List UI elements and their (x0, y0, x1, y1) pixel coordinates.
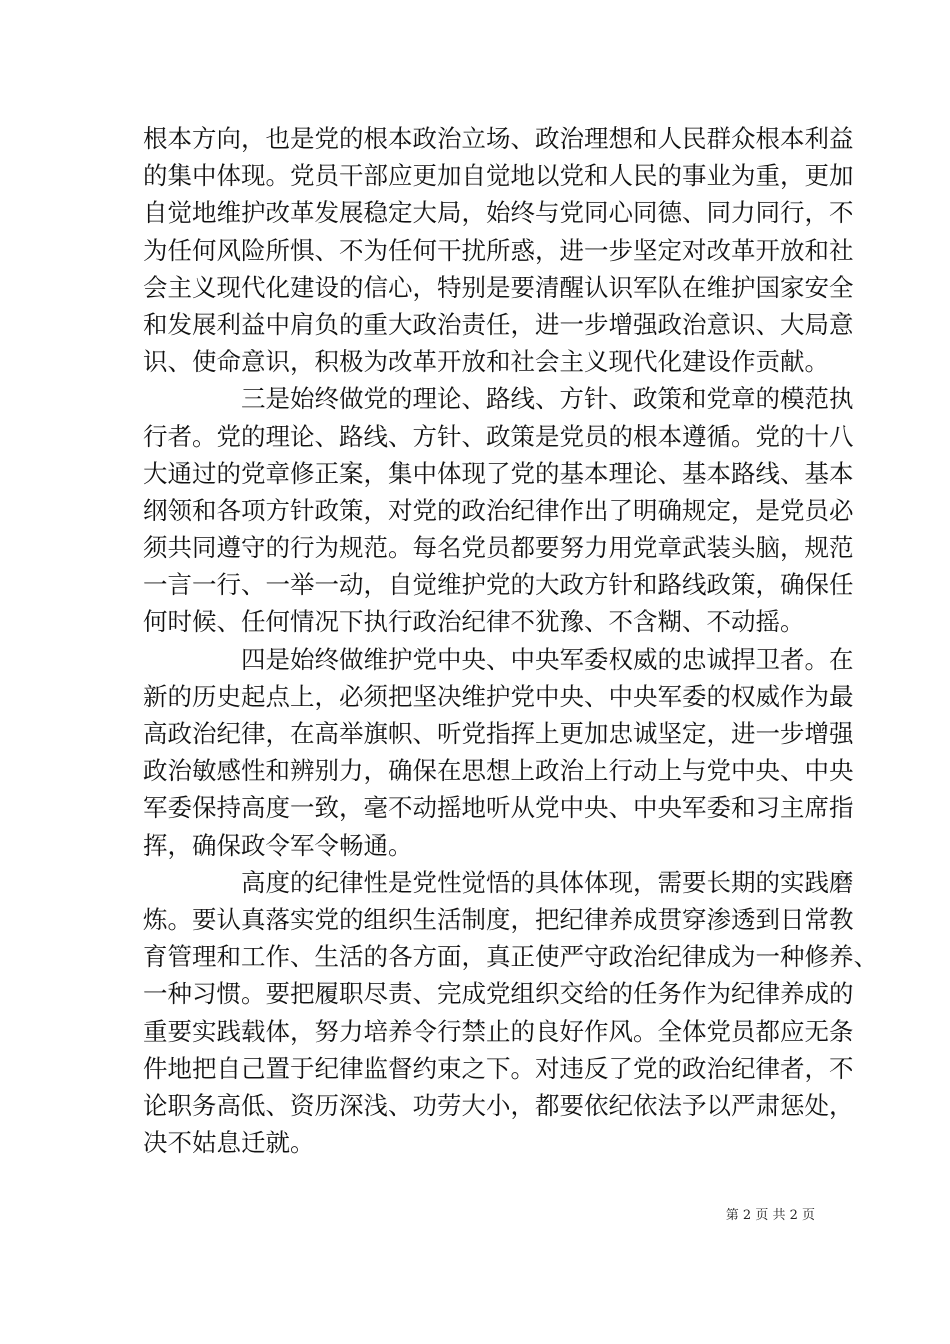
text-line: 高政治纪律，在高举旗帜、听党指挥上更加忠诚坚定，进一步增强 (143, 719, 854, 748)
text-line: 根本方向，也是党的根本政治立场、政治理想和人民群众根本利益 (143, 124, 854, 153)
text-line: 纲领和各项方针政策，对党的政治纪律作出了明确规定，是党员必 (143, 495, 854, 525)
text-line: 自觉地维护改革发展稳定大局，始终与党同心同德、同力同行，不 (143, 198, 854, 228)
text-line: 军委保持高度一致，毫不动摇地听从党中央、中央军委和习主席指 (143, 793, 854, 823)
text-line: 大通过的党章修正案，集中体现了党的基本理论、基本路线、基本 (143, 458, 854, 488)
text-line: 一种习惯。要把履职尽责、完成党组织交给的任务作为纪律养成的 (143, 979, 854, 1009)
text-line: 须共同遵守的行为规范。每名党员都要努力用党章武装头脑，规范 (143, 533, 854, 563)
text-line: 行者。党的理论、路线、方针、政策是党员的根本遵循。党的十八 (143, 421, 854, 451)
text-line: 育管理和工作、生活的各方面，真正使严守政治纪律成为一种修养、 (143, 942, 878, 972)
text-line: 重要实践载体，努力培养令行禁止的良好作风。全体党员都应无条 (143, 1016, 854, 1046)
text-line: 新的历史起点上，必须把坚决维护党中央、中央军委的权威作为最 (143, 681, 854, 711)
text-line: 的集中体现。党员干部应更加自觉地以党和人民的事业为重，更加 (143, 161, 854, 191)
text-line: 何时候、任何情况下执行政治纪律不犹豫、不含糊、不动摇。 (143, 607, 805, 637)
page-number-footer: 第 2 页 共 2 页 (725, 1208, 815, 1223)
text-line: 识、使命意识，积极为改革开放和社会主义现代化建设作贡献。 (143, 347, 829, 377)
text-line: 炼。要认真落实党的组织生活制度，把纪律养成贯穿渗透到日常教 (143, 904, 854, 934)
text-line: 件地把自己置于纪律监督约束之下。对违反了党的政治纪律者，不 (143, 1053, 854, 1083)
text-line: 会主义现代化建设的信心，特别是要清醒认识军队在维护国家安全 (143, 272, 854, 302)
text-line: 论职务高低、资历深浅、功劳大小，都要依纪依法予以严肃惩处， (143, 1090, 854, 1120)
text-line: 高度的纪律性是党性觉悟的具体体现，需要长期的实践磨 (241, 867, 854, 897)
document-body (143, 120, 878, 1161)
text-line: 和发展利益中肩负的重大政治责任，进一步增强政治意识、大局意 (143, 309, 854, 339)
text-line: 一言一行、一举一动，自觉维护党的大政方针和路线政策，确保任 (143, 570, 854, 600)
text-line: 决不姑息迁就。 (143, 1128, 315, 1158)
text-line: 三是始终做党的理论、路线、方针、政策和党章的模范执 (241, 384, 854, 414)
text-line: 四是始终做维护党中央、中央军委权威的忠诚捍卫者。在 (241, 644, 854, 674)
text-line: 挥，确保政令军令畅通。 (143, 830, 413, 860)
text-line: 为任何风险所惧、不为任何干扰所惑，进一步坚定对改革开放和社 (143, 235, 854, 265)
text-line: 政治敏感性和辨别力，确保在思想上政治上行动上与党中央、中央 (143, 756, 854, 786)
